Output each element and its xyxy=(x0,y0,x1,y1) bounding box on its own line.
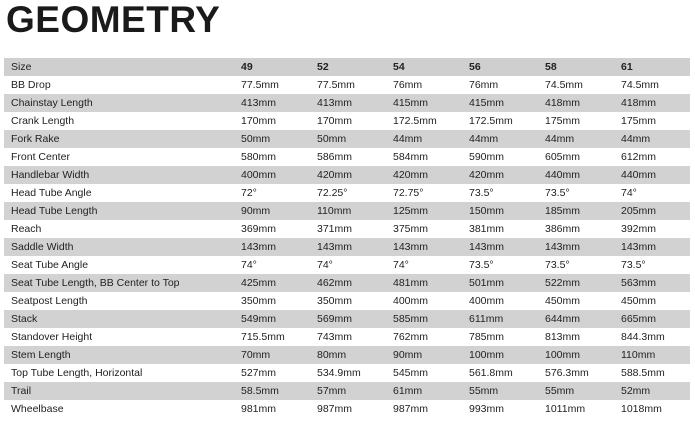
table-cell: 420mm xyxy=(462,166,538,184)
header-cell-54: 54 xyxy=(386,58,462,76)
table-cell: 73.5° xyxy=(538,256,614,274)
row-label: Fork Rake xyxy=(4,130,234,148)
row-label: Front Center xyxy=(4,148,234,166)
row-label: Trail xyxy=(4,382,234,400)
table-cell: 170mm xyxy=(234,112,310,130)
table-cell: 400mm xyxy=(234,166,310,184)
table-cell: 987mm xyxy=(386,400,462,418)
header-cell-56: 56 xyxy=(462,58,538,76)
table-row xyxy=(4,184,690,202)
table-cell: 72.75° xyxy=(386,184,462,202)
geometry-table xyxy=(4,58,690,418)
table-cell: 369mm xyxy=(234,220,310,238)
page-title: GEOMETRY xyxy=(6,0,221,40)
table-cell: 72.25° xyxy=(310,184,386,202)
table-cell: 143mm xyxy=(462,238,538,256)
table-cell: 534.9mm xyxy=(310,364,386,382)
row-label: Chainstay Length xyxy=(4,94,234,112)
table-cell: 501mm xyxy=(462,274,538,292)
table-cell: 987mm xyxy=(310,400,386,418)
table-cell: 143mm xyxy=(234,238,310,256)
table-cell: 590mm xyxy=(462,148,538,166)
table-row xyxy=(4,166,690,184)
table-cell: 74.5mm xyxy=(614,76,690,94)
table-cell: 375mm xyxy=(386,220,462,238)
table-cell: 100mm xyxy=(462,346,538,364)
table-cell: 527mm xyxy=(234,364,310,382)
row-label: Handlebar Width xyxy=(4,166,234,184)
table-cell: 143mm xyxy=(310,238,386,256)
table-cell: 143mm xyxy=(614,238,690,256)
table-cell: 549mm xyxy=(234,310,310,328)
table-cell: 57mm xyxy=(310,382,386,400)
table-cell: 76mm xyxy=(462,76,538,94)
table-cell: 175mm xyxy=(614,112,690,130)
row-label: Top Tube Length, Horizontal xyxy=(4,364,234,382)
table-cell: 381mm xyxy=(462,220,538,238)
table-cell: 1018mm xyxy=(614,400,690,418)
table-cell: 170mm xyxy=(310,112,386,130)
row-label: Saddle Width xyxy=(4,238,234,256)
table-cell: 993mm xyxy=(462,400,538,418)
table-row xyxy=(4,256,690,274)
table-cell: 44mm xyxy=(462,130,538,148)
table-cell: 100mm xyxy=(538,346,614,364)
table-row xyxy=(4,112,690,130)
table-cell: 415mm xyxy=(386,94,462,112)
table-cell: 400mm xyxy=(386,292,462,310)
table-cell: 715.5mm xyxy=(234,328,310,346)
row-label: Seat Tube Length, BB Center to Top xyxy=(4,274,234,292)
table-cell: 611mm xyxy=(462,310,538,328)
table-row xyxy=(4,148,690,166)
table-cell: 605mm xyxy=(538,148,614,166)
table-cell: 584mm xyxy=(386,148,462,166)
table-cell: 580mm xyxy=(234,148,310,166)
table-cell: 586mm xyxy=(310,148,386,166)
table-header-row xyxy=(4,58,690,76)
table-row xyxy=(4,382,690,400)
table-row xyxy=(4,364,690,382)
header-cell-49: 49 xyxy=(234,58,310,76)
table-cell: 545mm xyxy=(386,364,462,382)
table-row xyxy=(4,130,690,148)
table-cell: 110mm xyxy=(614,346,690,364)
table-cell: 74° xyxy=(386,256,462,274)
table-cell: 74.5mm xyxy=(538,76,614,94)
table-cell: 73.5° xyxy=(462,256,538,274)
row-label: Head Tube Angle xyxy=(4,184,234,202)
table-cell: 371mm xyxy=(310,220,386,238)
table-cell: 350mm xyxy=(310,292,386,310)
table-cell: 981mm xyxy=(234,400,310,418)
table-cell: 588.5mm xyxy=(614,364,690,382)
table-cell: 386mm xyxy=(538,220,614,238)
table-cell: 644mm xyxy=(538,310,614,328)
table-cell: 77.5mm xyxy=(310,76,386,94)
table-cell: 522mm xyxy=(538,274,614,292)
table-cell: 813mm xyxy=(538,328,614,346)
row-label: Reach xyxy=(4,220,234,238)
table-body xyxy=(4,76,690,418)
row-label: Crank Length xyxy=(4,112,234,130)
row-label: Wheelbase xyxy=(4,400,234,418)
table-cell: 175mm xyxy=(538,112,614,130)
table-cell: 350mm xyxy=(234,292,310,310)
table-cell: 90mm xyxy=(386,346,462,364)
row-label: Standover Height xyxy=(4,328,234,346)
table-row xyxy=(4,274,690,292)
table-row xyxy=(4,238,690,256)
table-cell: 172.5mm xyxy=(462,112,538,130)
table-cell: 73.5° xyxy=(462,184,538,202)
table-cell: 585mm xyxy=(386,310,462,328)
table-cell: 143mm xyxy=(538,238,614,256)
row-label: Seat Tube Angle xyxy=(4,256,234,274)
table-row xyxy=(4,310,690,328)
table-cell: 52mm xyxy=(614,382,690,400)
table-cell: 612mm xyxy=(614,148,690,166)
table-cell: 143mm xyxy=(386,238,462,256)
table-cell: 80mm xyxy=(310,346,386,364)
table-cell: 125mm xyxy=(386,202,462,220)
table-cell: 74° xyxy=(234,256,310,274)
table-row xyxy=(4,220,690,238)
table-cell: 413mm xyxy=(310,94,386,112)
header-cell-52: 52 xyxy=(310,58,386,76)
table-cell: 569mm xyxy=(310,310,386,328)
table-row xyxy=(4,346,690,364)
table-cell: 450mm xyxy=(538,292,614,310)
table-cell: 110mm xyxy=(310,202,386,220)
row-label: Head Tube Length xyxy=(4,202,234,220)
table-cell: 400mm xyxy=(462,292,538,310)
table-cell: 420mm xyxy=(310,166,386,184)
table-cell: 665mm xyxy=(614,310,690,328)
row-label: Stem Length xyxy=(4,346,234,364)
table-cell: 392mm xyxy=(614,220,690,238)
table-row xyxy=(4,328,690,346)
table-cell: 205mm xyxy=(614,202,690,220)
table-cell: 172.5mm xyxy=(386,112,462,130)
header-cell-58: 58 xyxy=(538,58,614,76)
table-cell: 74° xyxy=(614,184,690,202)
table-cell: 418mm xyxy=(614,94,690,112)
table-cell: 55mm xyxy=(462,382,538,400)
table-cell: 743mm xyxy=(310,328,386,346)
table-cell: 844.3mm xyxy=(614,328,690,346)
table-cell: 90mm xyxy=(234,202,310,220)
table-cell: 76mm xyxy=(386,76,462,94)
table-cell: 450mm xyxy=(614,292,690,310)
header-cell-61: 61 xyxy=(614,58,690,76)
table-row xyxy=(4,292,690,310)
table-cell: 440mm xyxy=(538,166,614,184)
table-cell: 150mm xyxy=(462,202,538,220)
table-row xyxy=(4,76,690,94)
row-label: Stack xyxy=(4,310,234,328)
table-cell: 44mm xyxy=(614,130,690,148)
table-cell: 425mm xyxy=(234,274,310,292)
table-cell: 481mm xyxy=(386,274,462,292)
table-cell: 72° xyxy=(234,184,310,202)
table-cell: 58.5mm xyxy=(234,382,310,400)
table-cell: 44mm xyxy=(538,130,614,148)
row-label: BB Drop xyxy=(4,76,234,94)
table-cell: 77.5mm xyxy=(234,76,310,94)
table-cell: 73.5° xyxy=(614,256,690,274)
table-cell: 462mm xyxy=(310,274,386,292)
header-cell-size: Size xyxy=(4,58,234,76)
table-cell: 415mm xyxy=(462,94,538,112)
table-cell: 50mm xyxy=(310,130,386,148)
table-cell: 420mm xyxy=(386,166,462,184)
table-cell: 413mm xyxy=(234,94,310,112)
table-cell: 440mm xyxy=(614,166,690,184)
table-row xyxy=(4,202,690,220)
table-row xyxy=(4,400,690,418)
table-cell: 785mm xyxy=(462,328,538,346)
table-cell: 61mm xyxy=(386,382,462,400)
table-cell: 185mm xyxy=(538,202,614,220)
table-cell: 561.8mm xyxy=(462,364,538,382)
table-cell: 1011mm xyxy=(538,400,614,418)
table-cell: 44mm xyxy=(386,130,462,148)
table-cell: 418mm xyxy=(538,94,614,112)
row-label: Seatpost Length xyxy=(4,292,234,310)
table-cell: 50mm xyxy=(234,130,310,148)
table-cell: 73.5° xyxy=(538,184,614,202)
table-cell: 563mm xyxy=(614,274,690,292)
table-cell: 70mm xyxy=(234,346,310,364)
table-row xyxy=(4,94,690,112)
table-cell: 576.3mm xyxy=(538,364,614,382)
table-cell: 74° xyxy=(310,256,386,274)
table-cell: 762mm xyxy=(386,328,462,346)
table-cell: 55mm xyxy=(538,382,614,400)
